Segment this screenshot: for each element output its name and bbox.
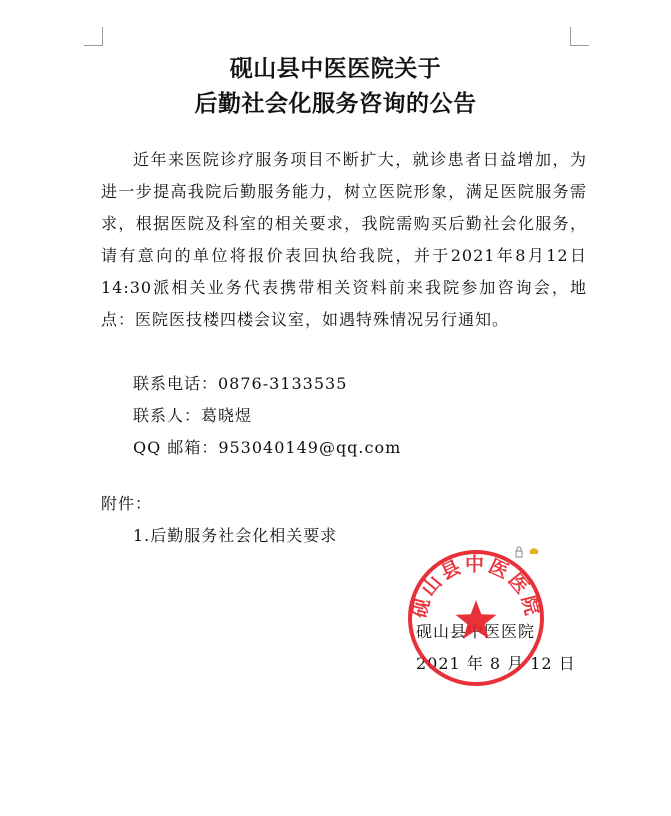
seal-star-icon [456, 600, 497, 639]
document-title-line-1: 砚山县中医医院关于 [229, 55, 442, 82]
svg-text:砚山县中医医院: 砚山县中医医院 [408, 553, 544, 621]
body-paragraph: 近年来医院诊疗服务项目不断扩大，就诊患者日益增加，为进一步提高我院后勤服务能力，树立医院形象，满足医院服务需求，根据医院及科室的相关要求，我院需购买后勤社会化服务，请有意向的单位将报价表回执给我院，并于2021年8月12日14:30派相关业务代表携带相关资料前来我院参加咨询会，地点：医院医技楼四楼会议室，如遇特殊情况另行通知。 [101, 150, 587, 329]
signature-organization: 砚山县中医医院 [416, 622, 536, 641]
document-title-line-2: 后勤社会化服务咨询的公告 [194, 90, 477, 117]
contact-email: QQ 邮箱：953040149@qq.com [133, 438, 402, 457]
attachment-item: 1.后勤服务社会化相关要求 [133, 526, 338, 545]
contact-person: 联系人：葛晓煜 [133, 406, 253, 425]
official-seal-stamp [406, 548, 546, 688]
contact-phone: 联系电话：0876-3133535 [133, 374, 348, 393]
attachment-label: 附件： [101, 494, 153, 513]
page-corner-mark-top-right [570, 27, 589, 46]
signature-date: 2021 年 8 月 12 日 [416, 654, 576, 673]
page-corner-mark-top-left [84, 27, 103, 46]
